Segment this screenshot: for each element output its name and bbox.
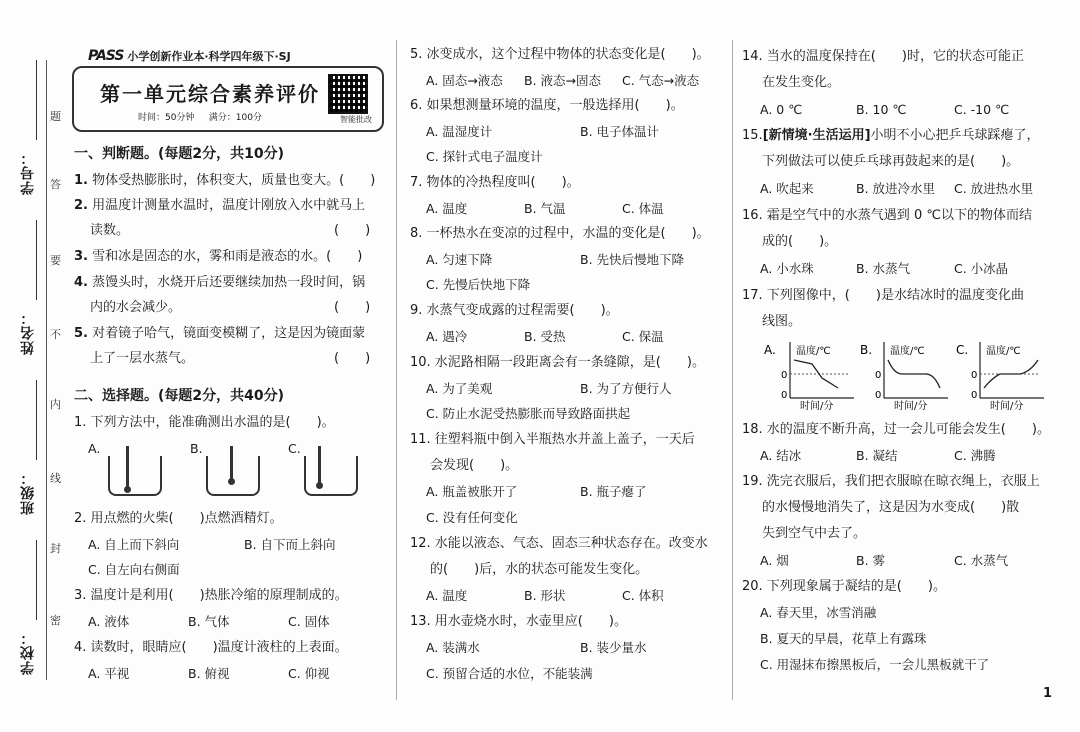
question-11: 11. 往塑料瓶中倒入半瓶热水并盖上盖子，一天后	[410, 432, 695, 447]
question-16: 16. 霜是空气中的水蒸气遇到 0 ℃以下的物体而结	[742, 208, 1032, 223]
question-5: 5. 冰变成水，这个过程中物体的状态变化是( )。	[410, 47, 710, 62]
option-c[interactable]: C. 体温	[622, 201, 664, 216]
option-b[interactable]: B. 凝结	[856, 448, 898, 463]
full-score: 满分：100分	[208, 113, 262, 123]
option-b[interactable]: B. 先快后慢地下降	[580, 252, 685, 267]
judge-item-cont: 读数。	[90, 223, 130, 238]
question-17-cont: 线图。	[762, 314, 802, 329]
question-10: 10. 水泥路相隔一段距离会有一条缝隙，是( )。	[410, 355, 705, 370]
option-c[interactable]: C. 小冰晶	[954, 261, 1009, 276]
option-b[interactable]: B. 俯视	[188, 666, 230, 681]
option-c[interactable]: C. 预留合适的水位，不能装满	[426, 666, 593, 681]
question-14-cont: 在发生变化。	[762, 75, 841, 90]
question-9: 9. 水蒸气变成露的过程需要( )。	[410, 303, 619, 318]
question-15-cont: 下列做法可以使乒乓球再鼓起来的是( )。	[762, 154, 1020, 169]
option-b[interactable]: B. 雾	[856, 553, 886, 568]
option-b[interactable]: B. 液态→固态	[524, 73, 601, 88]
item-number: 1.	[74, 173, 88, 188]
option-b-label: B.	[860, 343, 873, 357]
option-a[interactable]: A. 烟	[760, 553, 789, 568]
option-b[interactable]: B. 夏天的早晨，花草上有露珠	[760, 631, 927, 646]
option-c[interactable]: C. 保温	[622, 329, 664, 344]
option-b[interactable]: B. 形状	[524, 588, 566, 603]
question-11-cont: 会发现( )。	[430, 458, 519, 473]
thermometer-icon	[318, 446, 321, 484]
question-19: 19. 洗完衣服后，我们把衣服晾在晾衣绳上，衣服上	[742, 474, 1040, 489]
column-divider	[732, 40, 733, 700]
graph-b[interactable]	[860, 342, 948, 410]
item-number: 15.	[742, 128, 763, 143]
option-b[interactable]: B. 水蒸气	[856, 261, 911, 276]
origin-label: 0	[875, 390, 882, 401]
option-c[interactable]: C. 固体	[288, 614, 330, 629]
option-a[interactable]: A. 匀速下降	[426, 252, 493, 267]
y-axis-label: 温度/℃	[986, 346, 1021, 357]
option-a[interactable]: A. 温度	[426, 201, 468, 216]
pass-logo: PASS	[88, 48, 124, 64]
option-b[interactable]: B. 气温	[524, 201, 566, 216]
graph-a[interactable]	[764, 342, 854, 410]
y-axis-label: 温度/℃	[796, 346, 831, 357]
x-axis-label: 时间/分	[894, 401, 928, 410]
item-number: 2.	[74, 198, 88, 213]
option-b[interactable]: B. 受热	[524, 329, 566, 344]
option-a[interactable]: A. 温湿度计	[426, 124, 493, 139]
exam-meta	[138, 110, 262, 123]
class-blank[interactable]	[36, 380, 37, 460]
option-c[interactable]: C. 探针式电子温度计	[426, 149, 543, 164]
publisher-line	[88, 48, 291, 64]
page-title: 第一单元综合素养评价	[100, 82, 320, 106]
question-1: 1. 下列方法中，能准确测出水温的是( )。	[74, 415, 335, 430]
item-text: 用温度计测量水温时，温度计刚放入水中就马上	[92, 198, 366, 213]
binding-char: 封	[50, 542, 61, 555]
option-b[interactable]: B. 气体	[188, 614, 230, 629]
option-c[interactable]: C. 放进热水里	[954, 181, 1034, 196]
question-15	[742, 127, 1040, 145]
option-b[interactable]: B. 为了方便行人	[580, 381, 672, 396]
student-id-label: 学号：	[20, 150, 36, 195]
option-a[interactable]: A.	[88, 441, 101, 456]
beaker-icon	[108, 456, 162, 496]
option-b[interactable]: B. 10 ℃	[856, 102, 907, 117]
option-b[interactable]: B. 自下而上斜向	[244, 537, 336, 552]
item-text: 蒸馒头时，水烧开后还要继续加热一段时间，锅	[92, 275, 366, 290]
option-c[interactable]: C. 用湿抹布擦黑板后，一会儿黑板就干了	[760, 657, 990, 672]
binding-char: 内	[50, 398, 61, 411]
option-c-label: C.	[956, 343, 969, 357]
option-a-label: A.	[764, 343, 776, 357]
temperature-graphs	[760, 338, 1050, 410]
judge-item	[74, 172, 375, 190]
option-a[interactable]: A. 装满水	[426, 640, 480, 655]
option-c[interactable]: C. 仰视	[288, 666, 330, 681]
question-12-cont: 的( )后，水的状态可能发生变化。	[430, 562, 649, 577]
item-text: 雪和冰是固态的水，雾和雨是液态的水。( )	[92, 249, 363, 264]
option-c[interactable]: C. -10 ℃	[954, 102, 1010, 117]
option-a[interactable]: A. 遇冷	[426, 329, 468, 344]
beaker-icon	[304, 456, 358, 496]
question-13: 13. 用水壶烧水时，水壶里应( )。	[410, 614, 627, 629]
origin-label: 0	[781, 390, 788, 401]
option-a[interactable]: A. 瓶盖被胀开了	[426, 484, 518, 499]
x-axis-label: 时间/分	[800, 401, 834, 410]
thermometer-bulb-icon	[316, 482, 323, 489]
question-12: 12. 水能以液态、气态、固态三种状态存在。改变水	[410, 536, 708, 551]
option-a[interactable]: A. 自上而下斜向	[88, 537, 180, 552]
binding-char: 不	[50, 328, 61, 341]
option-a[interactable]: A. 为了美观	[426, 381, 493, 396]
question-3: 3. 温度计是利用( )热胀冷缩的原理制成的。	[74, 588, 348, 603]
question-19-cont: 的水慢慢地消失了，这是因为水变成( )散	[762, 500, 1020, 515]
answer-bracket[interactable]: ( )	[334, 300, 371, 315]
option-a[interactable]: A. 液体	[88, 614, 130, 629]
binding-line	[46, 60, 47, 680]
option-c[interactable]: C. 水蒸气	[954, 553, 1009, 568]
judge-item-cont: 上了一层水蒸气。	[90, 351, 195, 366]
option-a[interactable]: A. 吹起来	[760, 181, 814, 196]
title-box	[72, 66, 384, 132]
qr-label: 智能批改	[340, 115, 372, 124]
binding-char: 要	[50, 254, 61, 267]
school-label: 学校：	[20, 630, 36, 675]
question-14: 14. 当水的温度保持在( )时，它的状态可能正	[742, 49, 1024, 64]
name-label: 姓名：	[20, 310, 36, 355]
beaker-icon	[206, 456, 260, 496]
option-c[interactable]: C. 没有任何变化	[426, 510, 518, 525]
answer-bracket[interactable]: ( )	[334, 223, 371, 238]
question-16-cont: 成的( )。	[762, 234, 838, 249]
binding-char: 密	[50, 614, 61, 627]
section2-title: 二、选择题。(每题2分，共40分)	[74, 388, 285, 404]
thermometer-icon	[230, 446, 233, 480]
judge-item	[74, 325, 365, 343]
judge-item	[74, 274, 365, 292]
option-a[interactable]: A. 0 ℃	[760, 102, 803, 117]
binding-strip	[0, 0, 62, 732]
time-limit: 时间：50分钟	[138, 113, 195, 123]
student-id-blank[interactable]	[36, 60, 37, 140]
option-b[interactable]: B. 电子体温计	[580, 124, 660, 139]
option-c[interactable]: C. 自左向右侧面	[88, 562, 180, 577]
curve	[888, 360, 940, 388]
thermometer-bulb-icon	[124, 486, 131, 493]
thermometer-bulb-icon	[228, 478, 235, 485]
zero-label: 0	[971, 370, 978, 381]
question-6: 6. 如果想测量环境的温度，一般选择用( )。	[410, 98, 684, 113]
question-20: 20. 下列现象属于凝结的是( )。	[742, 579, 946, 594]
column-divider	[396, 40, 397, 700]
option-c[interactable]: C. 先慢后快地下降	[426, 277, 531, 292]
qr-code-icon[interactable]	[328, 74, 368, 114]
publisher-text: 小学创新作业本·科学四年级下·SJ	[127, 50, 291, 63]
question-19-cont2: 失到空气中去了。	[762, 526, 867, 541]
item-number: 5.	[74, 326, 88, 341]
option-c[interactable]: C. 气态→液态	[622, 73, 700, 88]
page-number: 1	[1042, 686, 1052, 701]
item-number: 3.	[74, 249, 88, 264]
item-number: 4.	[74, 275, 88, 290]
origin-label: 0	[971, 390, 978, 401]
judge-item-cont: 内的水会减少。	[90, 300, 182, 315]
graph-c[interactable]	[956, 342, 1044, 410]
answer-bracket[interactable]: ( )	[334, 351, 371, 366]
judge-item	[74, 197, 365, 215]
x-axis-label: 时间/分	[990, 401, 1024, 410]
binding-char: 题	[50, 110, 61, 123]
name-blank[interactable]	[36, 220, 37, 300]
school-blank[interactable]	[36, 540, 37, 620]
zero-label: 0	[875, 370, 882, 381]
option-a[interactable]: A. 春天里，冰雪消融	[760, 605, 877, 620]
option-b[interactable]: B. 瓶子瘪了	[580, 484, 647, 499]
option-c[interactable]: C. 沸腾	[954, 448, 996, 463]
question-8: 8. 一杯热水在变凉的过程中，水温的变化是( )。	[410, 226, 710, 241]
option-a[interactable]: A. 结冰	[760, 448, 802, 463]
class-label: 班级：	[20, 470, 36, 515]
item-text: 物体受热膨胀时，体积变大，质量也变大。( )	[92, 173, 376, 188]
section1-title: 一、判断题。(每题2分，共10分)	[74, 146, 285, 162]
question-2: 2. 用点燃的火柴( )点燃酒精灯。	[74, 511, 283, 526]
binding-char: 答	[50, 178, 61, 191]
thermometer-icon	[126, 446, 129, 488]
option-c[interactable]: C.	[288, 441, 301, 456]
binding-char: 线	[50, 472, 61, 485]
question-18: 18. 水的温度不断升高，过一会儿可能会发生( )。	[742, 422, 1050, 437]
option-a[interactable]: A. 温度	[426, 588, 468, 603]
item-text: 对着镜子哈气，镜面变模糊了，这是因为镜面蒙	[92, 326, 366, 341]
option-b[interactable]: B.	[190, 441, 203, 456]
option-c[interactable]: C. 防止水泥受热膨胀而导致路面拱起	[426, 406, 631, 421]
option-c[interactable]: C. 体积	[622, 588, 664, 603]
question-7: 7. 物体的冷热程度叫( )。	[410, 175, 580, 190]
option-a[interactable]: A. 小水珠	[760, 261, 814, 276]
question-17: 17. 下列图像中，( )是水结冰时的温度变化曲	[742, 288, 1024, 303]
zero-label: 0	[781, 370, 788, 381]
option-b[interactable]: B. 放进冷水里	[856, 181, 936, 196]
question-4: 4. 读数时，眼睛应( )温度计液柱的上表面。	[74, 640, 348, 655]
item-text: 小明不小心把乒乓球踩瘪了，	[870, 128, 1040, 143]
option-a[interactable]: A. 固态→液态	[426, 73, 503, 88]
context-tag: [新情境·生活运用]	[762, 128, 871, 143]
judge-item	[74, 248, 362, 266]
y-axis-label: 温度/℃	[890, 346, 925, 357]
option-b[interactable]: B. 装少量水	[580, 640, 647, 655]
option-a[interactable]: A. 平视	[88, 666, 130, 681]
